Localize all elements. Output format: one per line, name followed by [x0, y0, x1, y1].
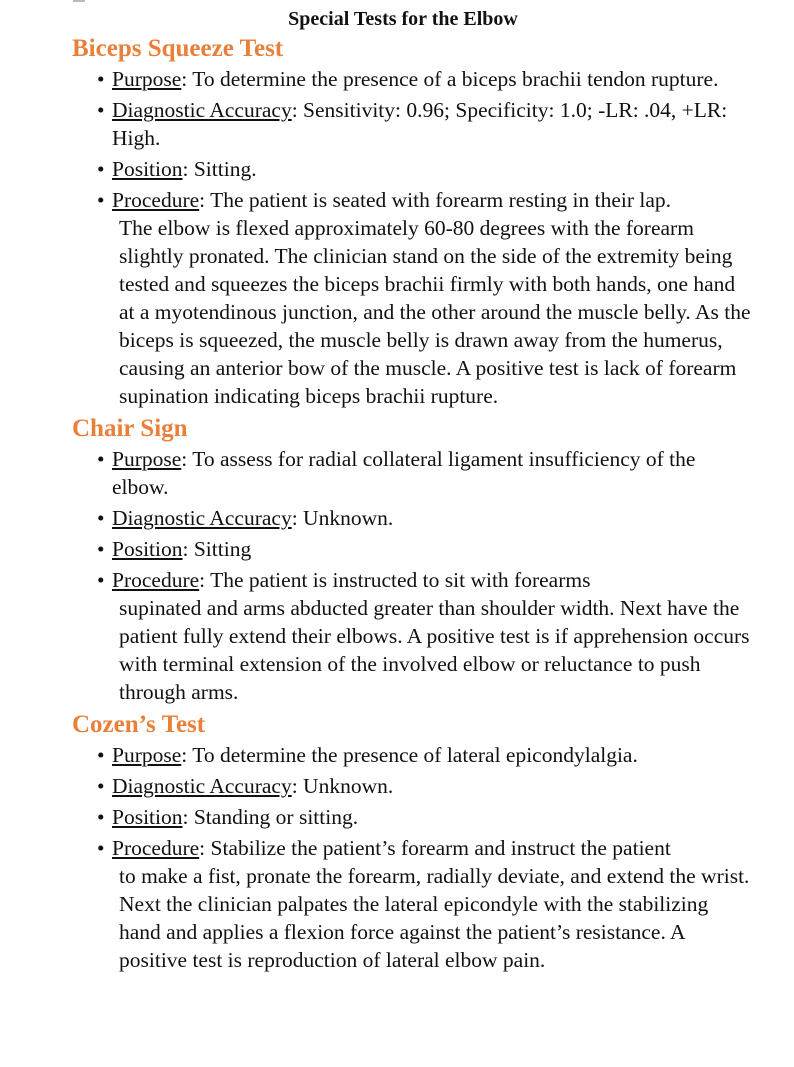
section-heading: Biceps Squeeze Test: [72, 35, 284, 62]
item-list: [72, 445, 752, 706]
bullet-icon: •: [97, 98, 105, 122]
item-text-continued: The elbow is flexed approximately 60-80 degrees with the forearm slightly pronated. The clinician stand on the side of the extremity being tested and squeezes the biceps brachii firmly with both hands, one hand at a myotendinous junction, and the other around the muscle belly. As the biceps is squeezed, the muscle belly is drawn away from the humerus, causing an anterior bow of the muscle. A positive test is lack of forearm supination indicating biceps brachii rupture.: [119, 216, 751, 408]
list-item-procedure: [72, 566, 752, 706]
bullet-icon: •: [97, 157, 105, 181]
bullet-icon: •: [97, 568, 105, 592]
item-text: : Sitting.: [182, 157, 257, 181]
test-section: [72, 709, 752, 974]
item-label: Purpose: [112, 67, 182, 91]
test-section: [72, 413, 752, 706]
list-item-diagnostic-accuracy: [72, 96, 752, 152]
item-text: : Standing or sitting.: [182, 805, 359, 829]
list-item-diagnostic-accuracy: [72, 504, 752, 532]
item-text: : To assess for radial collateral ligament insufficiency of the elbow.: [112, 447, 696, 499]
bullet-icon: •: [97, 447, 105, 471]
bullet-icon: •: [97, 537, 105, 561]
item-label: Purpose: [112, 743, 182, 767]
item-label: Position: [112, 537, 183, 561]
item-text-continued: supinated and arms abducted greater than shoulder width. Next have the patient fully extend their elbows. A positive test is if apprehension occurs with terminal extension of the involved elbow or reluctance to push through arms.: [119, 596, 750, 704]
list-item-purpose: [72, 741, 752, 769]
item-list: [72, 65, 752, 410]
item-label: Diagnostic Accuracy: [112, 506, 292, 530]
document-body: [72, 33, 752, 977]
item-text: : Stabilize the patient’s forearm and instruct the patient: [199, 836, 671, 860]
bullet-icon: •: [97, 774, 105, 798]
item-text: : Unknown.: [291, 506, 394, 530]
page-title: Special Tests for the Elbow: [288, 8, 518, 30]
item-label: Procedure: [112, 188, 200, 212]
item-text-continued: to make a fist, pronate the forearm, radially deviate, and extend the wrist. Next the clinician palpates the lateral epicondyle with the stabilizing hand and applies a flexion force against the patient’s resistance. A positive test is reproduction of lateral elbow pain.: [119, 864, 750, 972]
bullet-icon: •: [97, 836, 105, 860]
bullet-icon: •: [97, 506, 105, 530]
section-heading: Cozen’s Test: [72, 711, 206, 738]
item-list: [72, 741, 752, 974]
item-text: : To determine the presence of lateral epicondylalgia.: [181, 743, 638, 767]
item-text: : Sitting: [182, 537, 252, 561]
section-heading: Chair Sign: [72, 415, 188, 442]
list-item-procedure: [72, 186, 752, 410]
list-item-diagnostic-accuracy: [72, 772, 752, 800]
item-label: Diagnostic Accuracy: [112, 774, 292, 798]
bullet-icon: •: [97, 67, 105, 91]
item-text: : The patient is instructed to sit with forearms: [199, 568, 591, 592]
item-label: Position: [112, 805, 183, 829]
list-item-purpose: [72, 65, 752, 93]
item-text: : The patient is seated with forearm resting in their lap.: [199, 188, 672, 212]
item-label: Procedure: [112, 836, 200, 860]
item-label: Position: [112, 157, 183, 181]
bullet-icon: •: [97, 805, 105, 829]
list-item-position: [72, 155, 752, 183]
item-text: : Unknown.: [291, 774, 394, 798]
bullet-icon: •: [97, 743, 105, 767]
item-label: Diagnostic Accuracy: [112, 98, 292, 122]
list-item-purpose: [72, 445, 752, 501]
list-item-position: [72, 803, 752, 831]
test-section: [72, 33, 752, 410]
list-item-procedure: [72, 834, 752, 974]
list-item-position: [72, 535, 752, 563]
bullet-icon: •: [97, 188, 105, 212]
page-edge-mark: [73, 0, 85, 2]
item-text: : Sensitivity: 0.96; Specificity: 1.0; -LR: .04, +LR: High.: [112, 98, 728, 150]
item-text: : To determine the presence of a biceps brachii tendon rupture.: [181, 67, 719, 91]
item-label: Purpose: [112, 447, 182, 471]
item-label: Procedure: [112, 568, 200, 592]
